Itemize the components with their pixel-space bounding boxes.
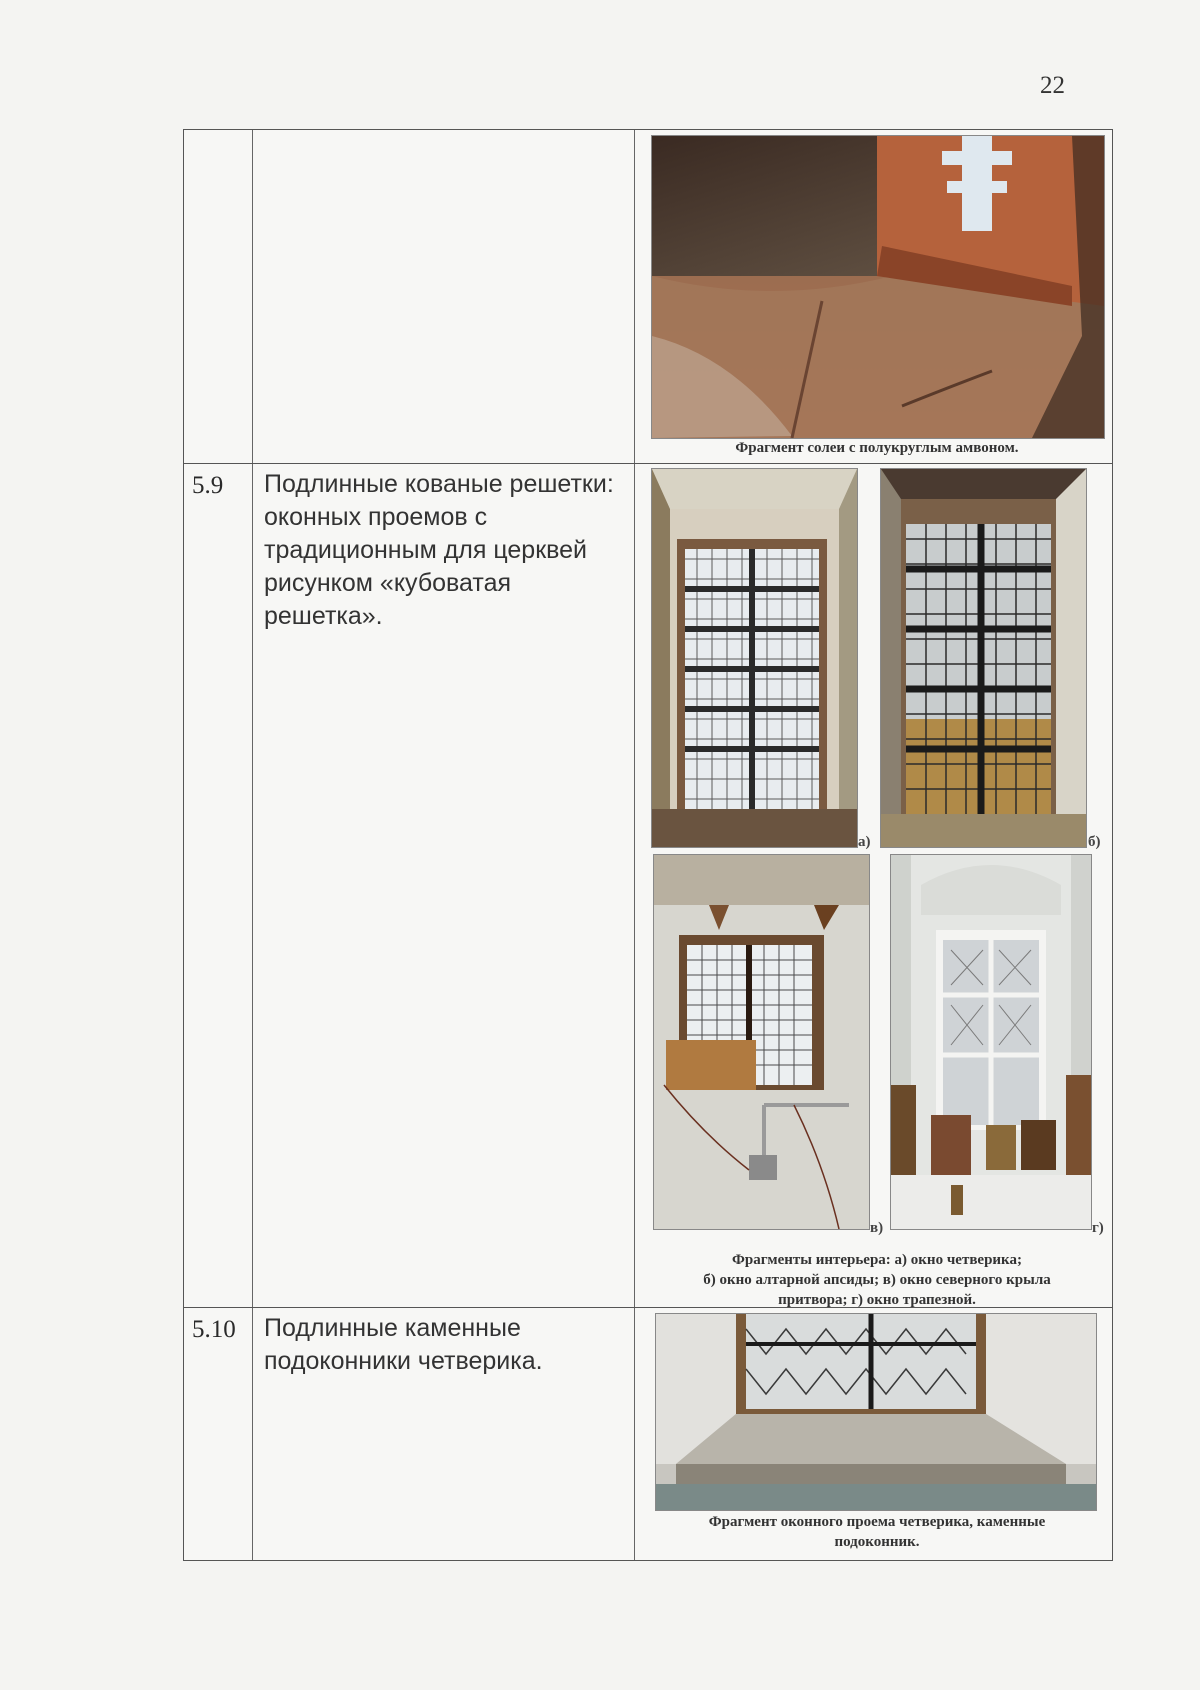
solea-photo [651, 135, 1105, 439]
photo-label-a: а) [858, 834, 871, 850]
row-number: 5.10 [192, 1316, 236, 1343]
window-photo-b [880, 468, 1087, 848]
window-photo-d [890, 854, 1092, 1230]
photo-caption: Фрагменты интерьера: а) окно четверика; б) окно алтарной апсиды; в) окно северного крыла притвора; г) окно трапезной. [703, 1252, 1051, 1308]
photo-label-b: б) [1088, 834, 1101, 850]
window-photo-c [653, 854, 870, 1230]
photo-label-c: в) [870, 1220, 884, 1236]
table-row-5-10 [184, 1308, 1112, 1562]
row-description: Подлинные каменные подоконники четверика. [264, 1314, 543, 1375]
photo-label-d: г) [1092, 1220, 1104, 1236]
page-number: 22 [1040, 72, 1065, 99]
photo-caption: Фрагмент оконного проема четверика, каменные подоконник. [708, 1514, 1046, 1550]
document-table [183, 129, 1113, 1561]
table-row-5-9 [184, 464, 1112, 1308]
row-number: 5.9 [192, 472, 224, 499]
windowsill-photo [655, 1313, 1097, 1511]
table-row-continuation [184, 130, 1112, 464]
row-description: Подлинные кованые решетки: оконных проемов с традиционным для церквей рисунком «кубоватая решетка». [264, 470, 614, 630]
window-photo-a [651, 468, 858, 848]
photo-caption: Фрагмент солеи с полукруглым амвоном. [735, 440, 1019, 456]
